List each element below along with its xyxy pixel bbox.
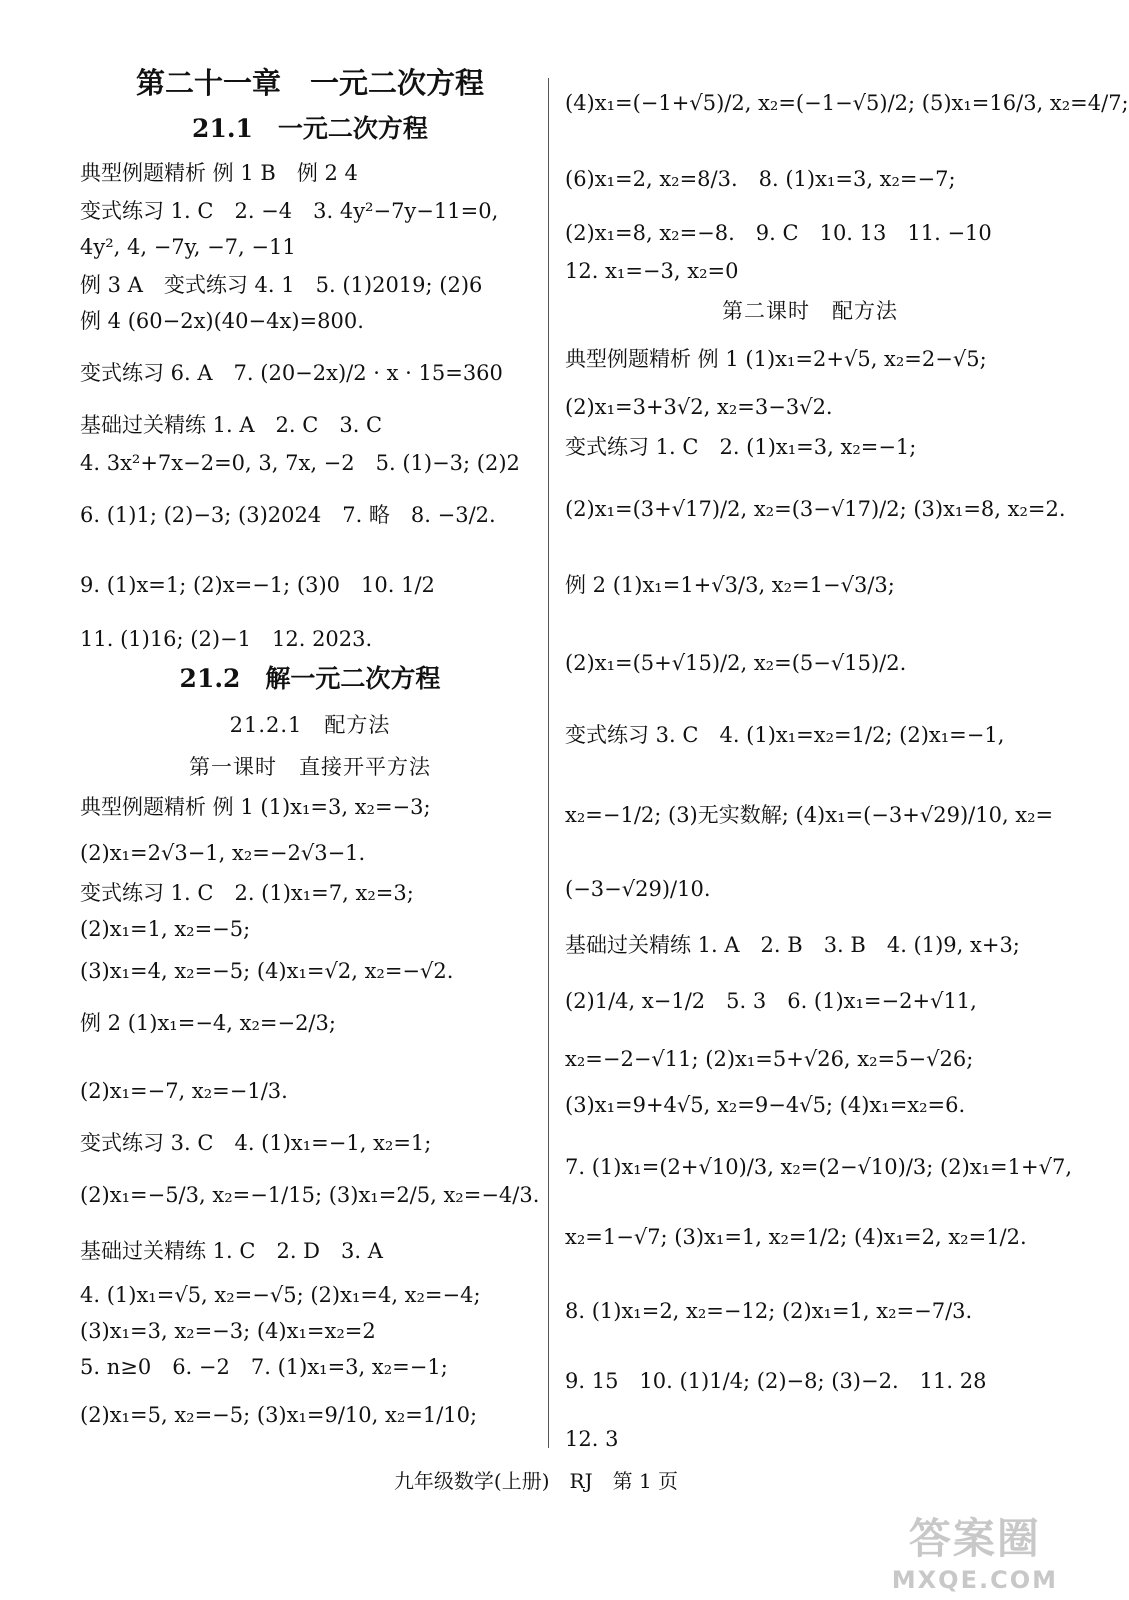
answer-line: (2)x₁=5, x₂=−5; (3)x₁=9/10, x₂=1/10; bbox=[80, 1403, 478, 1427]
answer-line: 4. (1)x₁=√5, x₂=−√5; (2)x₁=4, x₂=−4; bbox=[80, 1283, 481, 1307]
answer-line: 12. 3 bbox=[565, 1427, 619, 1451]
column-divider bbox=[548, 78, 549, 1448]
answer-line: (2)x₁=(3+√17)/2, x₂=(3−√17)/2; (3)x₁=8, x₂=2. bbox=[565, 497, 1066, 521]
answer-line: (3)x₁=3, x₂=−3; (4)x₁=x₂=2 bbox=[80, 1319, 376, 1343]
answer-line: x₂=1−√7; (3)x₁=1, x₂=1/2; (4)x₁=2, x₂=1/2. bbox=[565, 1225, 1027, 1249]
answer-line: 例 3 A 变式练习 4. 1 5. (1)2019; (2)6 bbox=[80, 273, 483, 297]
answer-line: 4. 3x²+7x−2=0, 3, 7x, −2 5. (1)−3; (2)2 bbox=[80, 451, 520, 475]
answer-line: 7. (1)x₁=(2+√10)/3, x₂=(2−√10)/3; (2)x₁=1+√7, bbox=[565, 1155, 1073, 1179]
footer-text: 九年级数学(上册) RJ 第 1 页 bbox=[393, 1469, 679, 1493]
answer-line: 6. (1)1; (2)−3; (3)2024 7. 略 8. −3/2. bbox=[80, 503, 496, 527]
answer-line: 12. x₁=−3, x₂=0 bbox=[565, 259, 739, 283]
answer-line: 变式练习 6. A 7. (20−2x)/2 · x · 15=360 bbox=[80, 361, 503, 385]
answer-line: (4)x₁=(−1+√5)/2, x₂=(−1−√5)/2; (5)x₁=16/3, x₂=4/7; bbox=[565, 91, 1129, 115]
answer-line: 8. (1)x₁=2, x₂=−12; (2)x₁=1, x₂=−7/3. bbox=[565, 1299, 973, 1323]
lesson-title: 第二课时 配方法 bbox=[722, 299, 898, 323]
answer-line: 9. (1)x=1; (2)x=−1; (3)0 10. 1/2 bbox=[80, 573, 435, 597]
chapter-title: 第二十一章 一元二次方程 bbox=[135, 66, 484, 100]
answer-line: 典型例题精析 例 1 (1)x₁=3, x₂=−3; bbox=[80, 795, 431, 819]
answer-line: (3)x₁=9+4√5, x₂=9−4√5; (4)x₁=x₂=6. bbox=[565, 1093, 966, 1117]
answer-line: 基础过关精练 1. A 2. B 3. B 4. (1)9, x+3; bbox=[565, 933, 1020, 957]
watermark-logo bbox=[892, 1506, 1058, 1594]
watermark-title: 答案圈 bbox=[908, 1514, 1041, 1563]
answer-line: x₂=−2−√11; (2)x₁=5+√26, x₂=5−√26; bbox=[565, 1047, 974, 1071]
answer-line: (2)x₁=−7, x₂=−1/3. bbox=[80, 1079, 288, 1103]
answer-line: (2)x₁=1, x₂=−5; bbox=[80, 917, 251, 941]
answer-line: 5. n≥0 6. −2 7. (1)x₁=3, x₂=−1; bbox=[80, 1355, 448, 1379]
answer-line: (2)x₁=(5+√15)/2, x₂=(5−√15)/2. bbox=[565, 651, 907, 675]
lesson-title: 第一课时 直接开平方法 bbox=[189, 755, 431, 779]
answer-line: 基础过关精练 1. A 2. C 3. C bbox=[80, 413, 383, 437]
answer-line: 变式练习 1. C 2. −4 3. 4y²−7y−11=0, bbox=[80, 199, 499, 223]
answer-line: (−3−√29)/10. bbox=[565, 877, 711, 901]
answer-line: (2)x₁=−5/3, x₂=−1/15; (3)x₁=2/5, x₂=−4/3. bbox=[80, 1183, 540, 1207]
answer-line: 9. 15 10. (1)1/4; (2)−8; (3)−2. 11. 28 bbox=[565, 1369, 987, 1393]
subsection-title: 21.2.1 配方法 bbox=[229, 713, 391, 737]
answer-line: (2)x₁=2√3−1, x₂=−2√3−1. bbox=[80, 841, 366, 865]
page-footer bbox=[0, 1465, 1072, 1494]
answer-line: (2)x₁=8, x₂=−8. 9. C 10. 13 11. −10 bbox=[565, 221, 992, 245]
answer-line: 4y², 4, −7y, −7, −11 bbox=[80, 235, 296, 259]
answer-line: 11. (1)16; (2)−1 12. 2023. bbox=[80, 627, 373, 651]
answer-line: (3)x₁=4, x₂=−5; (4)x₁=√2, x₂=−√2. bbox=[80, 959, 454, 983]
answer-line: 例 4 (60−2x)(40−4x)=800. bbox=[80, 309, 364, 333]
section-title-21-1: 21.1 一元二次方程 bbox=[192, 114, 428, 143]
answer-line: 例 2 (1)x₁=1+√3/3, x₂=1−√3/3; bbox=[565, 573, 895, 597]
answer-line: 变式练习 1. C 2. (1)x₁=3, x₂=−1; bbox=[565, 435, 917, 459]
answer-line: (2)x₁=3+3√2, x₂=3−3√2. bbox=[565, 395, 833, 419]
section-title-21-2: 21.2 解一元二次方程 bbox=[179, 664, 441, 693]
answer-line: 变式练习 3. C 4. (1)x₁=x₂=1/2; (2)x₁=−1, bbox=[565, 723, 1005, 747]
answer-line: 变式练习 1. C 2. (1)x₁=7, x₂=3; bbox=[80, 881, 414, 905]
answer-line: 典型例题精析 例 1 (1)x₁=2+√5, x₂=2−√5; bbox=[565, 347, 987, 371]
watermark-url: MXQE.COM bbox=[891, 1566, 1058, 1594]
answer-line: 变式练习 3. C 4. (1)x₁=−1, x₂=1; bbox=[80, 1131, 432, 1155]
answer-line: 例 2 (1)x₁=−4, x₂=−2/3; bbox=[80, 1011, 336, 1035]
answer-line: (2)1/4, x−1/2 5. 3 6. (1)x₁=−2+√11, bbox=[565, 989, 977, 1013]
answer-line: (6)x₁=2, x₂=8/3. 8. (1)x₁=3, x₂=−7; bbox=[565, 167, 956, 191]
answer-line: 基础过关精练 1. C 2. D 3. A bbox=[80, 1239, 383, 1263]
answer-line: 典型例题精析 例 1 B 例 2 4 bbox=[80, 161, 358, 185]
answer-line: x₂=−1/2; (3)无实数解; (4)x₁=(−3+√29)/10, x₂= bbox=[565, 803, 1054, 827]
